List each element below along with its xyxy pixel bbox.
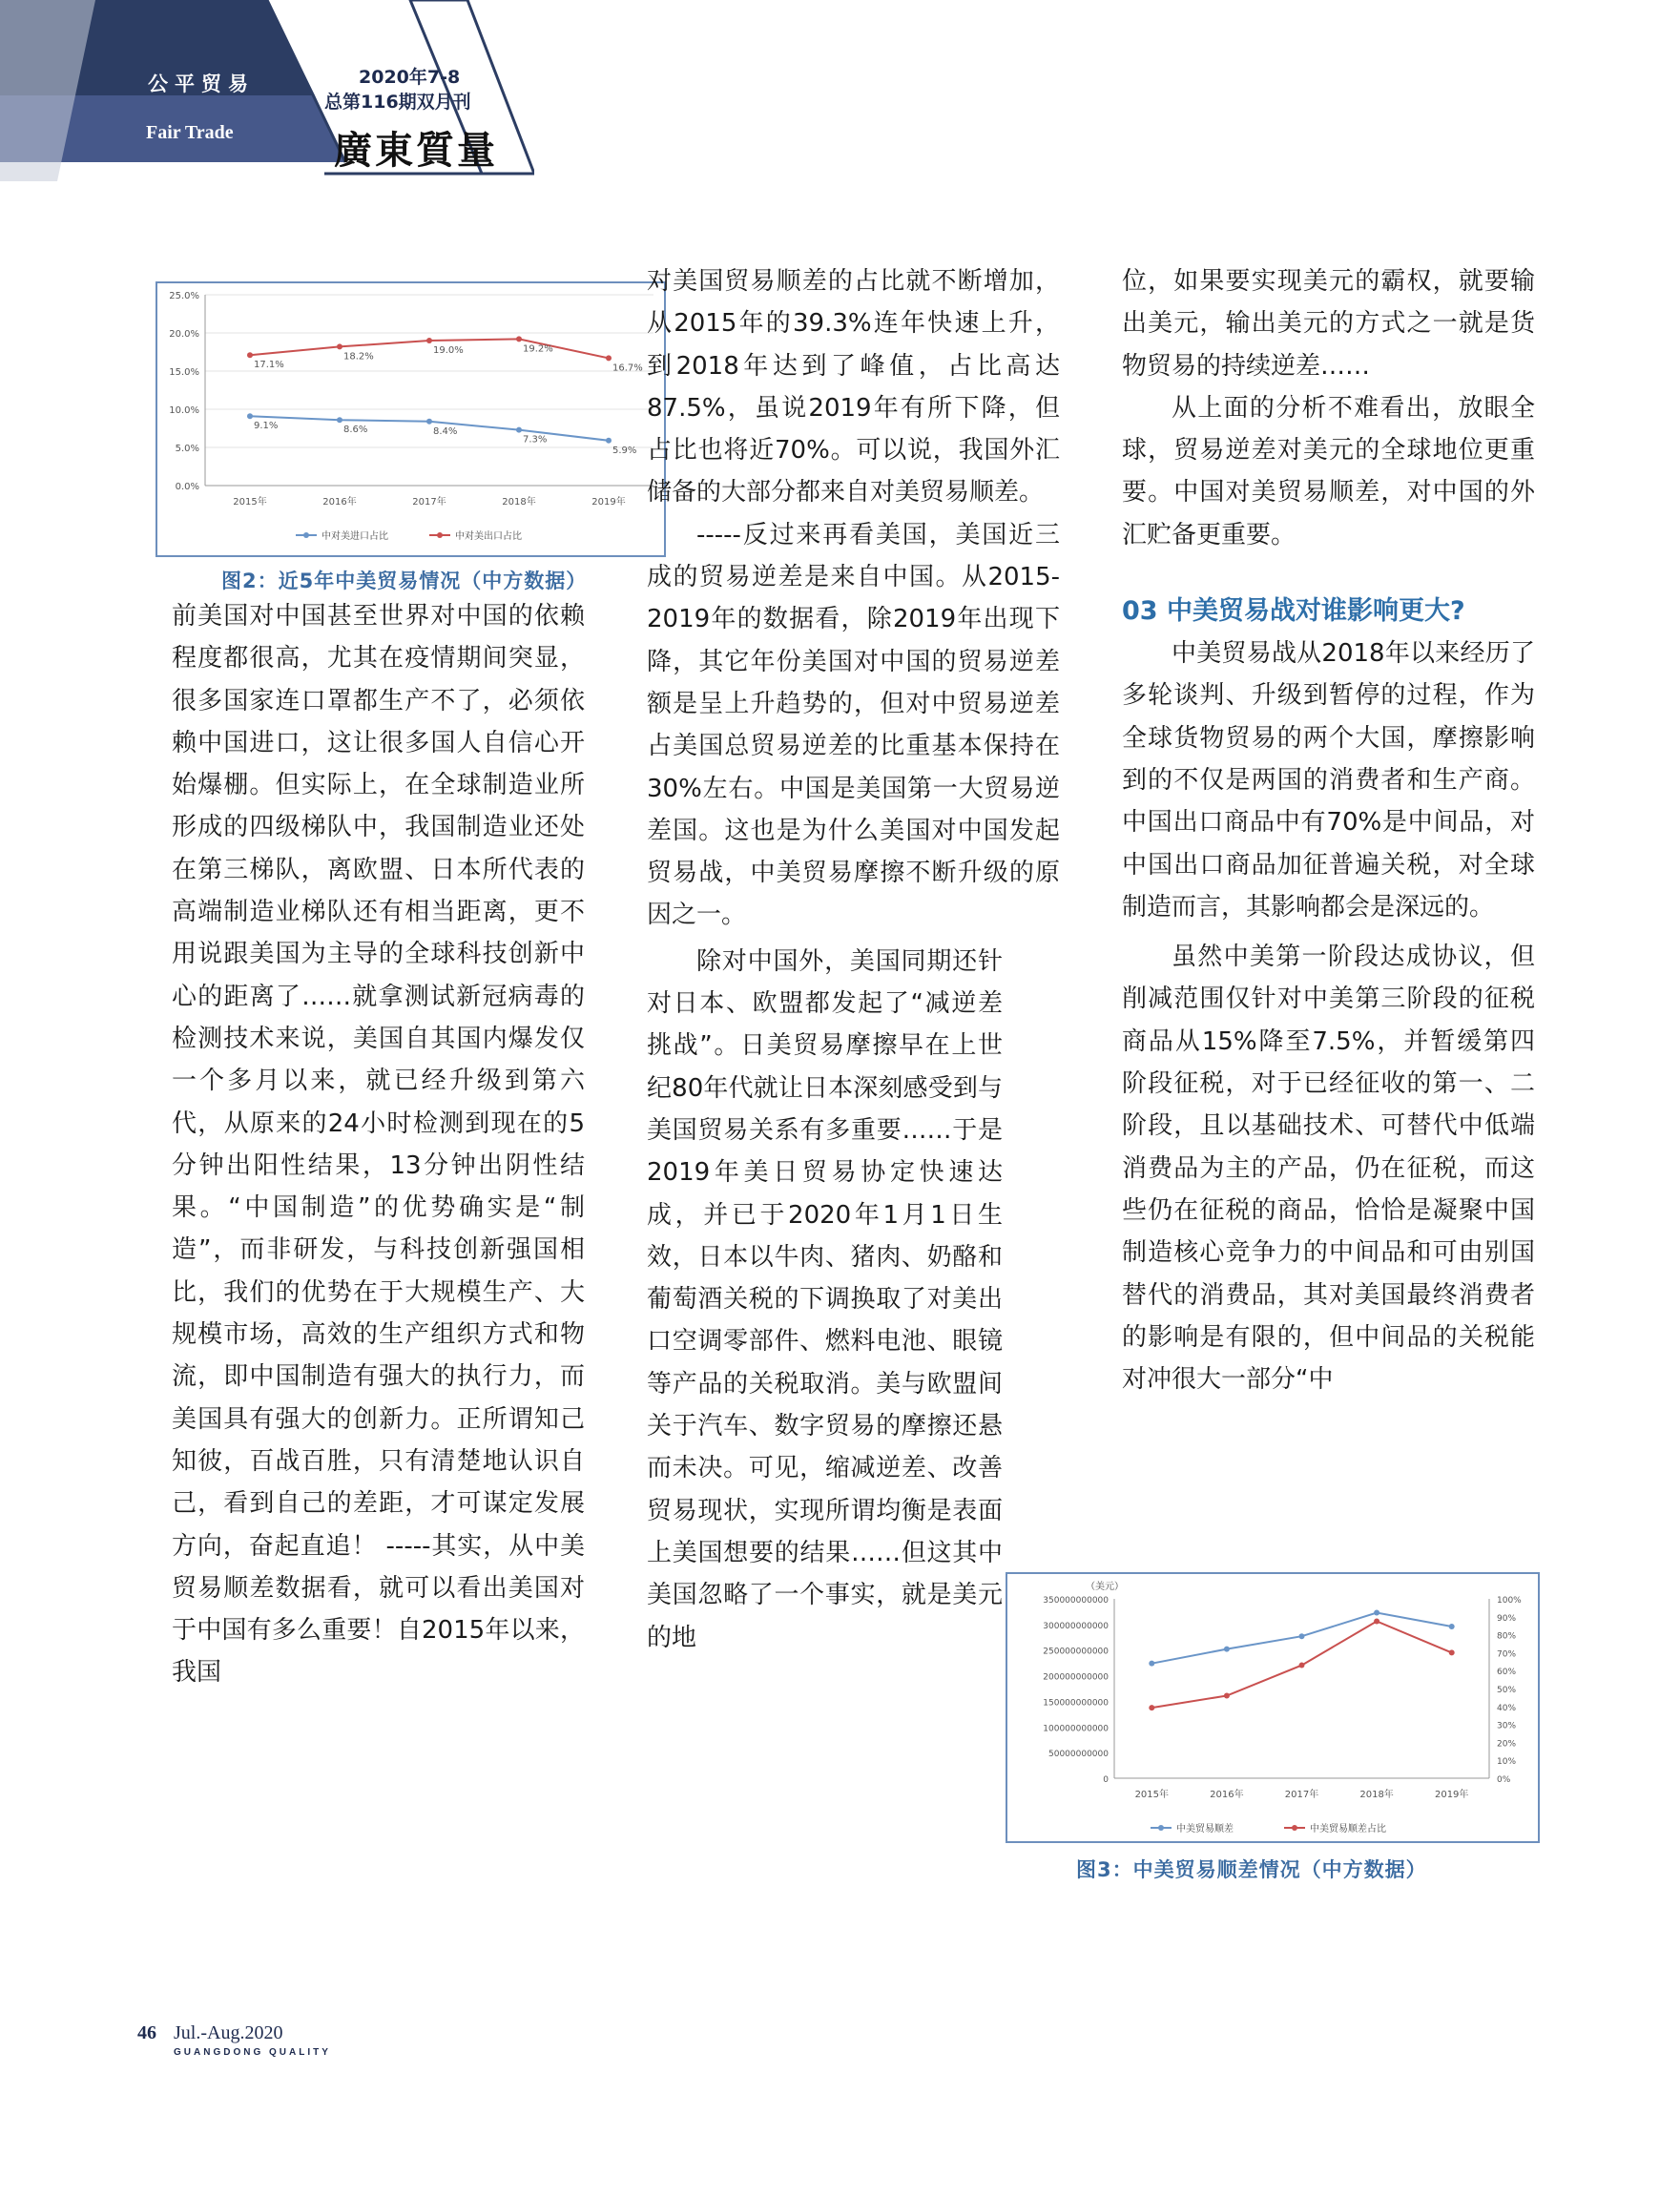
y-tick-label: 25.0% bbox=[169, 291, 199, 301]
figure-2-chart bbox=[156, 281, 666, 557]
data-label: 16.7% bbox=[612, 363, 643, 374]
column-1 bbox=[172, 595, 585, 1694]
y-tick-label: 15.0% bbox=[169, 367, 199, 378]
data-label: 19.2% bbox=[523, 343, 553, 355]
data-point bbox=[606, 438, 612, 444]
x-tick-label: 2019年 bbox=[1434, 1790, 1469, 1800]
col1-paragraph-1: 前美国对中国甚至世界对中国的依赖程度都很高，尤其在疫情期间突显，很多国家连口罩都生产不了，必须依赖中国进口，这让很多国人自信心开始爆棚。但实际上，在全球制造业所形成的四级梯队中，我国制造业还处在第三梯队，离欧盟、日本所代表的高端制造业梯队还有相当距离，更不用说跟美国为主导的全球科技创新中心的距离了……就拿测试新冠病毒的检测技术来说，美国自其国内爆发仅一个多月以来，就已经升级到第六代，从原来的24小时检测到现在的5分钟出阳性结果，13分钟出阴性结果。“中国制造”的优势确实是“制造”，而非研发，与科技创新强国相比，我们的优势在于大规模生产、大规模市场，高效的生产组织方式和物流，即中国制造有强大的执行力，而美国具有强大的创新力。正所谓知己知彼，百战百胜，只有清楚地认识自己，看到自己的差距，才可谋定发展方向，奋起直追！ -----其实，从中美贸易顺差数据看，就可以看出美国对于中国有多么重要！自2015年以来，我国 bbox=[172, 602, 585, 1688]
col3-paragraph-1: 位，如果要实现美元的霸权，就要输出美元，输出美元的方式之一就是货物贸易的持续逆差…… bbox=[1122, 267, 1535, 381]
data-point bbox=[247, 352, 253, 358]
x-tick-label: 2016年 bbox=[1210, 1790, 1244, 1800]
figure-2-svg bbox=[157, 283, 664, 555]
data-point bbox=[1374, 1610, 1379, 1616]
figure-2-caption: 图2：近5年中美贸易情况（中方数据） bbox=[221, 570, 588, 592]
column-2 bbox=[647, 260, 1060, 1659]
footer-date: Jul.-Aug.2020 bbox=[174, 2022, 283, 2043]
data-point bbox=[1224, 1693, 1230, 1699]
y-left-tick-label: 300000000000 bbox=[1043, 1621, 1109, 1631]
data-point bbox=[1449, 1649, 1455, 1655]
y-left-tick-label: 200000000000 bbox=[1043, 1672, 1109, 1683]
x-tick-label: 2017年 bbox=[1284, 1790, 1319, 1800]
data-point bbox=[516, 336, 522, 342]
col2-paragraph-1: 对美国贸易顺差的占比就不断增加，从2015年的39.3%连年快速上升，到2018年达到了峰值，占比高达87.5%，虽说2019年有所下降，但占比也将近70%。可以说，我国外汇储备的大部分都来自对美贸易顺差。 bbox=[647, 267, 1060, 508]
x-tick-label: 2015年 bbox=[233, 497, 267, 508]
y-left-tick-label: 100000000000 bbox=[1043, 1724, 1109, 1734]
y-left-tick-label: 0 bbox=[1103, 1775, 1109, 1785]
y-right-tick-label: 30% bbox=[1497, 1721, 1517, 1731]
legend-label: 中对美进口占比 bbox=[321, 531, 388, 542]
data-label: 18.2% bbox=[343, 351, 374, 363]
data-point bbox=[337, 343, 342, 349]
data-point bbox=[1374, 1619, 1379, 1625]
data-label: 8.6% bbox=[343, 425, 368, 436]
data-point bbox=[247, 413, 253, 419]
col2-paragraph-2: -----反过来再看美国，美国近三成的贸易逆差是来自中国。从2015-2019年的数据看，除2019年出现下降，其它年份美国对中国的贸易逆差额是呈上升趋势的，但对中贸易逆差占美国总贸易逆差的比重基本保持在30%左右。中国是美国第一大贸易逆差国。这也是为什么美国对中国发起贸易战，中美贸易摩擦不断升级的原因之一。 bbox=[647, 520, 1060, 930]
issue-date: 2020年7-8 bbox=[359, 67, 461, 88]
data-point bbox=[516, 427, 522, 433]
data-label: 19.0% bbox=[433, 345, 464, 356]
data-label: 17.1% bbox=[254, 360, 284, 371]
data-point bbox=[426, 419, 432, 425]
x-tick-label: 2018年 bbox=[1359, 1790, 1394, 1800]
x-tick-label: 2018年 bbox=[502, 497, 536, 508]
y-tick-label: 10.0% bbox=[169, 405, 199, 416]
legend-label: 中美贸易顺差 bbox=[1176, 1824, 1234, 1834]
legend-marker bbox=[303, 532, 309, 538]
y-right-tick-label: 60% bbox=[1497, 1668, 1517, 1678]
y-right-tick-label: 40% bbox=[1497, 1703, 1517, 1713]
y-left-tick-label: 350000000000 bbox=[1043, 1596, 1109, 1606]
section-subtitle: Fair Trade bbox=[146, 122, 234, 143]
y-left-tick-label: 50000000000 bbox=[1048, 1750, 1109, 1760]
y-right-tick-label: 70% bbox=[1497, 1649, 1517, 1660]
x-tick-label: 2017年 bbox=[412, 497, 446, 508]
data-point bbox=[337, 417, 342, 423]
y-tick-label: 5.0% bbox=[175, 444, 199, 454]
footer-magazine: GUANGDONG QUALITY bbox=[174, 2047, 331, 2058]
y-right-tick-label: 0% bbox=[1497, 1775, 1511, 1785]
data-point bbox=[1149, 1705, 1154, 1710]
legend-marker bbox=[1158, 1825, 1164, 1831]
issue-number: 总第116期双月刊 bbox=[324, 92, 471, 113]
section-heading-03: 03 中美贸易战对谁影响更大? bbox=[1122, 596, 1465, 627]
y-left-tick-label: 150000000000 bbox=[1043, 1698, 1109, 1709]
data-point bbox=[1149, 1661, 1154, 1667]
y-right-tick-label: 20% bbox=[1497, 1739, 1517, 1750]
magazine-logo: 廣東質量 bbox=[334, 128, 498, 173]
x-tick-label: 2016年 bbox=[322, 497, 357, 508]
data-label: 5.9% bbox=[612, 445, 637, 456]
y-right-tick-label: 100% bbox=[1497, 1596, 1522, 1606]
y-right-tick-label: 50% bbox=[1497, 1686, 1517, 1695]
y-right-tick-label: 10% bbox=[1497, 1757, 1517, 1768]
data-label: 8.4% bbox=[433, 425, 458, 437]
x-tick-label: 2019年 bbox=[591, 497, 626, 508]
x-tick-label: 2015年 bbox=[1134, 1790, 1170, 1800]
y-right-tick-label: 80% bbox=[1497, 1631, 1517, 1642]
figure-3-chart bbox=[1006, 1572, 1540, 1843]
y-left-tick-label: 250000000000 bbox=[1043, 1647, 1109, 1657]
figure-3-svg bbox=[1007, 1574, 1538, 1841]
y-tick-label: 20.0% bbox=[169, 329, 199, 340]
legend-marker bbox=[437, 532, 443, 538]
data-point bbox=[606, 355, 612, 361]
data-point bbox=[426, 338, 432, 343]
figure-3-caption: 图3：中美贸易顺差情况（中方数据） bbox=[1076, 1858, 1427, 1881]
legend-marker bbox=[1292, 1825, 1297, 1831]
col2-paragraph-3: 除对中国外，美国同期还针对日本、欧盟都发起了“减逆差挑战”。日美贸易摩擦早在上世纪80年代就让日本深刻感受到与美国贸易关系有多重要……于是2019年美日贸易协定快速达成，并已于2020年1月1日生效，日本以牛肉、猪肉、奶酪和葡萄酒关税的下调换取了对美出口空调零部件、燃料电池、眼镜等产品的关税取消。美与欧盟间关于汽车、数字贸易的摩擦还悬而未决。可见，缩减逆差、改善贸易现状，实现所谓均衡是表面上美国想要的结果……但这其中美国忽略了一个事实，就是美元的地 bbox=[647, 946, 1003, 1652]
y-right-tick-label: 90% bbox=[1497, 1613, 1517, 1624]
y-tick-label: 0.0% bbox=[175, 482, 199, 492]
data-point bbox=[1299, 1633, 1305, 1639]
data-label: 9.1% bbox=[254, 421, 279, 432]
data-point bbox=[1224, 1647, 1230, 1652]
data-point bbox=[1449, 1624, 1455, 1629]
legend-label: 中美贸易顺差占比 bbox=[1310, 1824, 1386, 1834]
legend-label: 中对美出口占比 bbox=[455, 531, 522, 542]
unit-label: （美元） bbox=[1086, 1582, 1124, 1592]
page-number: 46 bbox=[137, 2022, 156, 2043]
col3-paragraph-4: 虽然中美第一阶段达成协议，但削减范围仅针对中美第三阶段的征税商品从15%降至7.5%，并暂缓第四阶段征税，对于已经征收的第一、二阶段，且以基础技术、可替代中低端消费品为主的产品，仍在征税，而这些仍在征税的商品，恰恰是凝聚中国制造核心竞争力的中间品和可由别国替代的消费品，其对美国最终消费者的影响是有限的，但中间品的关税能对冲很大一部分“中 bbox=[1122, 943, 1535, 1395]
col3-paragraph-2: 从上面的分析不难看出，放眼全球，贸易逆差对美元的全球地位更重要。中国对美贸易顺差，对中国的外汇贮备更重要。 bbox=[1122, 393, 1535, 549]
column-3 bbox=[1122, 260, 1535, 1400]
col3-paragraph-3: 中美贸易战从2018年以来经历了多轮谈判、升级到暂停的过程，作为全球货物贸易的两个大国，摩擦影响到的不仅是两国的消费者和生产商。中国出口商品中有70%是中间品，对中国出口商品加征普遍关税，对全球制造而言，其影响都会是深远的。 bbox=[1122, 639, 1535, 922]
data-point bbox=[1299, 1663, 1305, 1668]
data-label: 7.3% bbox=[523, 434, 548, 446]
section-title: 公平贸易 bbox=[148, 73, 255, 95]
